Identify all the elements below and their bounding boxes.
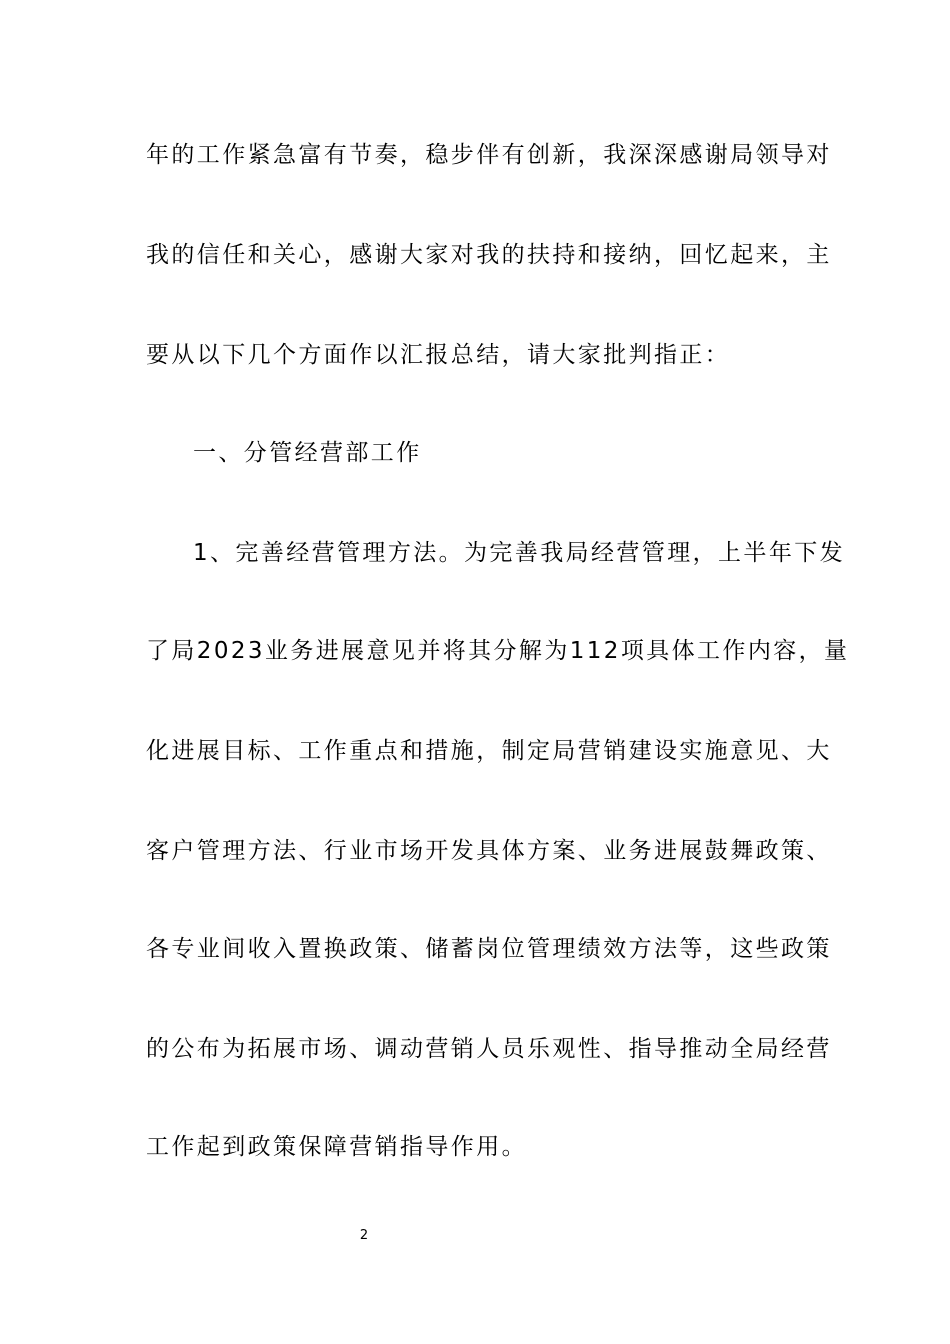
paragraph-line-8: 客户管理方法、行业市场开发具体方案、业务进展鼓舞政策、 <box>146 838 832 864</box>
paragraph-line-1: 年的工作紧急富有节奏，稳步伴有创新，我深深感谢局领导对 <box>146 142 832 168</box>
paragraph-line-6: 了局2023业务进展意见并将其分解为112项具体工作内容，量 <box>146 638 850 664</box>
paragraph-line-11: 工作起到政策保障营销指导作用。 <box>146 1134 527 1160</box>
paragraph-line-5: 1、完善经营管理方法。为完善我局经营管理，上半年下发 <box>193 540 846 566</box>
paragraph-line-10: 的公布为拓展市场、调动营销人员乐观性、指导推动全局经营 <box>146 1036 832 1062</box>
page-number: 2 <box>359 1228 369 1243</box>
section-heading: 一、分管经营部工作 <box>193 440 422 466</box>
paragraph-line-3: 要从以下几个方面作以汇报总结，请大家批判指正： <box>146 342 731 368</box>
paragraph-line-2: 我的信任和关心，感谢大家对我的扶持和接纳，回忆起来，主 <box>146 242 832 268</box>
paragraph-line-7: 化进展目标、工作重点和措施，制定局营销建设实施意见、大 <box>146 738 832 764</box>
paragraph-line-9: 各专业间收入置换政策、储蓄岗位管理绩效方法等，这些政策 <box>146 936 832 962</box>
